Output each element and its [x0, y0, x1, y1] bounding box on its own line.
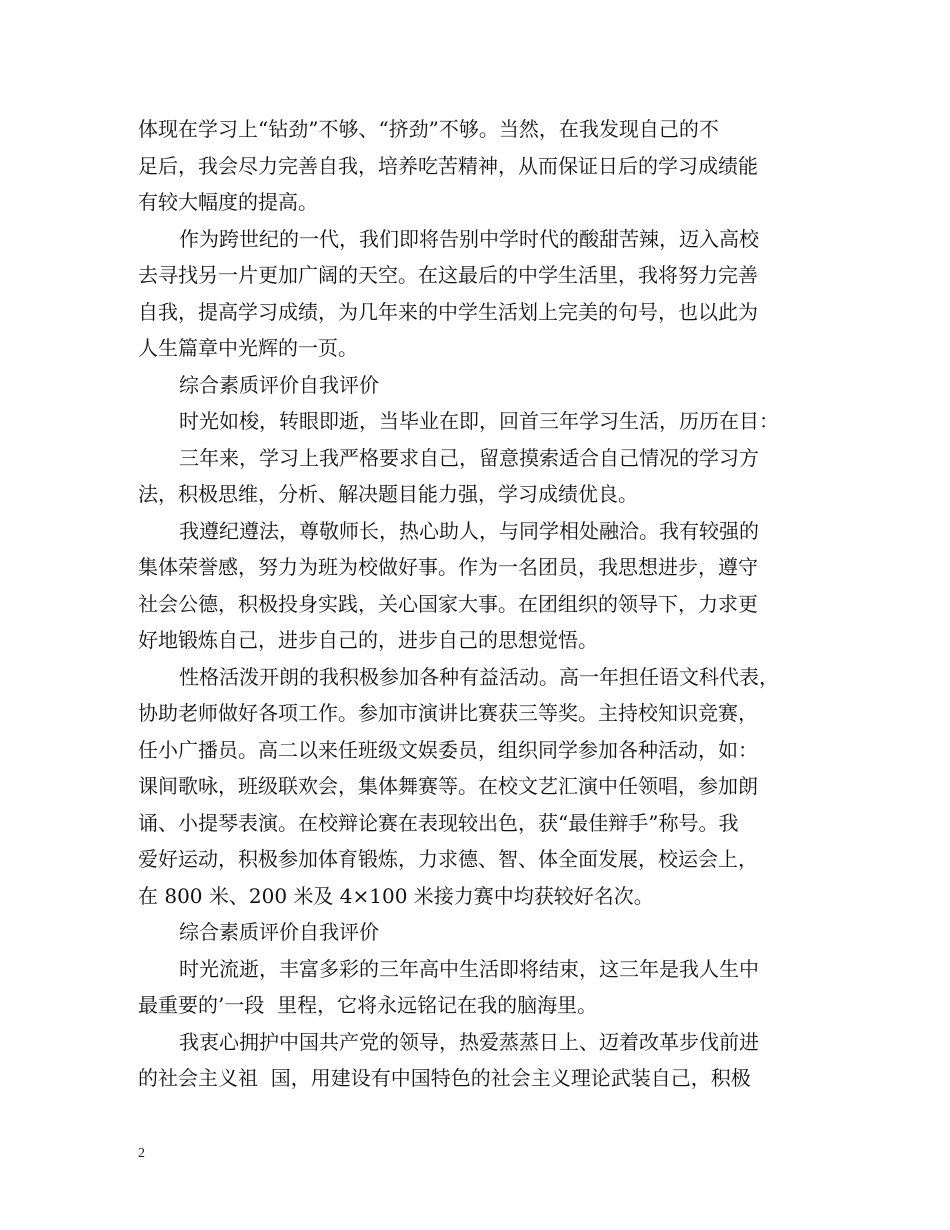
text-line: 法，积极思维，分析、解决题目能力强，学习成绩优良。: [138, 482, 638, 506]
text-line: 最重要的’一段 里程，它将永远铭记在我的脑海里。: [138, 993, 598, 1017]
text-line: 好地锻炼自己，进步自己的，进步自己的思想觉悟。: [138, 628, 598, 652]
text-line: 足后，我会尽力完善自我，培养吃苦精神，从而保证日后的学习成绩能: [138, 153, 758, 178]
text-line: 人生篇章中光辉的一页。: [138, 336, 358, 360]
text-line: 三年来，学习上我严格要求自己，留意摸索适合自己情况的学习方: [179, 445, 759, 470]
text-line: 我遵纪遵法，尊敬师长，热心助人，与同学相处融洽。我有较强的: [179, 518, 759, 543]
text-line: 我衷心拥护中国共产党的领导，热爱蒸蒸日上、迈着改革步伐前进: [179, 1029, 759, 1054]
text-line: 综合素质评价自我评价: [179, 920, 379, 944]
text-line: 自我，提高学习成绩，为几年来的中学生活划上完美的句号，也以此为: [138, 299, 758, 324]
page-number: 2: [138, 1146, 145, 1161]
text-line: 任小广播员。高二以来任班级文娱委员，组织同学参加各种活动，如：: [138, 737, 758, 762]
text-line: 集体荣誉感，努力为班为校做好事。作为一名团员，我思想进步，遵守: [138, 555, 758, 579]
text-line: 诵、小提琴表演。在校辩论赛在表现较出色，获“最佳辩手”称号。我: [138, 810, 739, 835]
text-line: 协助老师做好各项工作。参加市演讲比赛获三等奖。主持校知识竞赛，: [138, 701, 758, 725]
text-line: 爱好运动，积极参加体育锻炼，力求德、智、体全面发展，校运会上，: [138, 847, 758, 871]
text-line: 时光如梭，转眼即逝，当毕业在即，回首三年学习生活，历历在目：: [179, 409, 779, 433]
text-line: 有较大幅度的提高。: [138, 190, 318, 214]
body-text: [138, 111, 814, 1097]
text-line: 体现在学习上“钻劲”不够、“挤劲”不够。当然，在我发现自己的不: [138, 117, 719, 141]
text-line: 时光流逝，丰富多彩的三年高中生活即将结束，这三年是我人生中: [179, 956, 759, 981]
text-line: 社会公德，积极投身实践，关心国家大事。在团组织的领导下，力求更: [138, 591, 758, 616]
text-line: 作为跨世纪的一代，我们即将告别中学时代的酸甜苦辣，迈入高校: [179, 226, 759, 251]
text-line: 课间歌咏，班级联欢会，集体舞赛等。在校文艺汇演中任领唱，参加朗: [138, 774, 758, 798]
text-line: 性格活泼开朗的我积极参加各种有益活动。高一年担任语文科代表，: [179, 664, 779, 689]
text-line: 去寻找另一片更加广阔的天空。在这最后的中学生活里，我将努力完善: [138, 263, 758, 287]
text-line: 在 800 米、200 米及 4×100 米接力赛中均获较好名次。: [138, 883, 654, 908]
text-line: 的社会主义祖 国，用建设有中国特色的社会主义理论武装自己，积极: [138, 1066, 751, 1090]
text-line: 综合素质评价自我评价: [179, 372, 379, 397]
